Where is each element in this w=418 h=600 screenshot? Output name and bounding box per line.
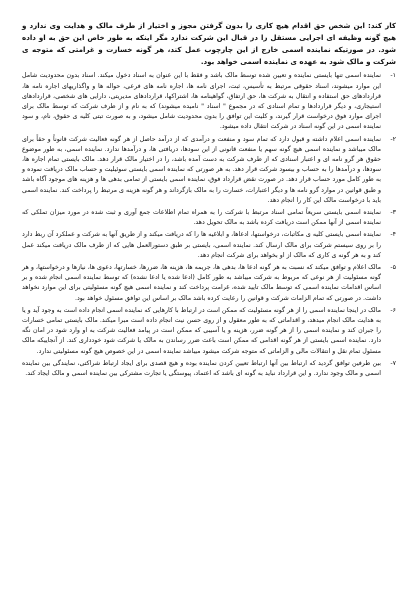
clause-number: ۲- — [390, 135, 396, 143]
clause-list — [22, 71, 396, 379]
clause-number: ۳- — [390, 209, 396, 217]
clause-text: نماینده اسمی تنها بایستی نماینده و تعیین شده توسط مالک باشد و فقط با این عنوان به اسناد دخول میکند. اسناد بدون محدودیت شامل این موارد میشوند، اسناد حقوقی مرتبط به تأسیس، ثبت، اجرای نامه ها، اجاره نامه های فرعی، حواله ها و واگذاریهای اجاره نامه ها، قراردادهای حق استفاده و انتقال به شرکت ها، حق ارتفاق، گواهینامه ها، اشتراکها، قراردادهای مدیریتی، دارایی های شخصی، قراردادهای استیجاری، و دیگر قراردادها و تمام اسنادی که در مجموع " اسناد " نامیده میشوند) که به نام و از طرف شرکت که توسط مالک برای اجرای موارد فوق درخواست قرار گیرند، و کلیت این توافق را بدون محدودیت شامل میشود، و به صورت تبتی کلیه ی حقوق، نام، و سود نماینده اسمی در این گونه اسناد در شرکت انتقال داده میشود. — [22, 72, 381, 131]
clause-text: مالک در اینجا نماینده اسمی را از هر گونه مسئولیت که ممکن است در ارتباط با کارهایی که نماینده اسمی انجام داده است به وجود آید و یا به هدایت مالک انجام میدهد، و اقداماتی که به طور معقول و از روی حسن نیت انجام داده است مبرا میکند. مالک بایستی تمامی خسارات را جبران کند و نماینده اسمی را از هر گونه ضرر، هزینه و یا آسیبی که ممکن است در پیامد فعالیت شرکت به او وارد شود در امان نگه دارد. نماینده اسمی بایستی از هر گونه اقدامی که ممکن است باعث ضرر رساندن به مالک یا شرکت شود خودداری کند. از آنجاییکه مالک مسئول تمام نقل و انتقالات مالی و الزاماتی که متوجه شرکت میشود میباشد نماینده اسمی در این خصوص هیچ گونه مسئولیتی ندارد. — [21, 306, 381, 355]
clause-item — [22, 359, 396, 379]
clause-number: ۴- — [390, 231, 396, 239]
clause-number: ۵- — [390, 264, 396, 272]
clause-text: مالک اعلام و توافق میکند که نسبت به هر گونه ادعا ها، بدهی ها، جریمه ها، هزینه ها، ضررها، خسارتها، دعوی ها، نیازها و درخواستها، و هر گونه مسئولیت از هر نوعی که مربوط به شرکت میباشد به طور کامل (ادعا شده یا ادعا نشده) که توسط نماینده اسمی انجام شده و بر اساس اقدامات نماینده اسمی که توسط مالک تایید شده، غرامت پرداخت کند و نماینده اسمی هیچ گونه مسئولیتی برای این موارد نخواهد داشت. در صورتی که تمام الزامات شرکت و قوانین را رعایت کرده باشد مالک بر اساس این توافق مسئول خواهد بود. — [22, 264, 381, 302]
clause-item — [22, 230, 396, 261]
clause-item — [22, 135, 396, 206]
clause-text: نماینده اسمی بایستی سریعاً تمامی اسناد مرتبط با شرکت را به همراه تمام اطلاعات جمع آوری و ثبت شده در مورد میزان تملکی که نماینده اسمی از آنها ممکن است دریافت کرده باشد به مالک تحویل دهد. — [22, 209, 381, 227]
clause-number: ۶- — [390, 306, 396, 314]
clause-text: بین طرفین توافق گردید که ارتباط بین آنها ارتباط تعیین کردن نماینده بوده و هیچ قصدی برای ایجاد ارتباط شراکتی، نمایندگی بین نماینده اسمی و مالک وجود ندارد. و این قرارداد نباید به گونه ای باشد که اعتماد، پیوستگی یا تجارت مشترکی بین نماینده اسمی و مالک ایجاد کند. — [22, 359, 381, 378]
clause-item — [22, 263, 396, 304]
clause-item — [22, 306, 396, 357]
clause-number: ۷- — [390, 359, 396, 367]
clause-number: ۱- — [390, 72, 396, 80]
clause-text: نماینده اسمی بایستی کلیه ی مکاتبات، درخواستها، ادعاها، و ابلاغیه ها را که دریافت میکند و از طریق آنها به شرکت و عملکرد آن ربط دارد را بر روی سیستم شرکت برای مالک ارسال کند. نماینده اسمی، بایستی بر طبق دستورالعمل هایی که از طرف مالک دریافت میکند عمل کند و به هر گونه ی کاری که مالک از او بخواهد برای شرکت انجام دهد. — [22, 231, 381, 259]
clause-item — [22, 71, 396, 132]
clause-text: نماینده اسمی اعلام داشته و قبول دارد که تمام سود و منفعت و درآمدی که از درآمد حاصل از هر گونه فعالیت شرکت قانوناً و حقاً برای مالک میباشد و نماینده اسمی هیچ گونه سهم یا منفعت قانونی از این سودها، دریافتی ها، و درآمدها ندارد. نماینده اسمی، به طور موضوع حقوق هر گرو نامه ای و اعتبار اسنادی که از طرف شرکت به دست آمده باشد، را در اختیار مالک قرار دهد. مالک بایستی تمام اجاره ها، سودها، و درآمدها را به حساب و بیسود شرکت قرار دهد. به هر صورتی که نماینده اسمی بایستی سوئیلیت و حساب مالک دریافت نموده و به طور کامل مورد حساب قرار دهد. در صورت نقض قرارداد فوق، نماینده اسمی بایستی از تمامی بدهی ها و هزینه های موجود آگاه باشد و طبق قوانین در موارد گرو نامه ها و دیگر اعتبارات، خسارت را به مالک بازگرداند و هر گونه هزینه ی مرتبط را پرداخت کند. نماینده اسمی باید با درخواست مالک این کار را انجام دهد. — [22, 135, 381, 204]
clause-item — [22, 208, 396, 228]
intro-paragraph: کار کند: این شخص حق اقدام هیچ کاری را بدون گرفتن مجوز و اختیار از طرف مالک و هدایت وی ندارد و هیچ گونه وظیفه ای اجرایی مستقل را در قبال این شرکت ندارد مگر اینکه به طور خاص این حق به او داده شود. در صورتیکه نماینده اسمی خارج از این چارچوب عمل کند، هر گونه خسارت و غرامتی که متوجه ی شرکت و مالک شود به عهده ی نماینده اسمی خواهد بود. — [22, 21, 396, 67]
